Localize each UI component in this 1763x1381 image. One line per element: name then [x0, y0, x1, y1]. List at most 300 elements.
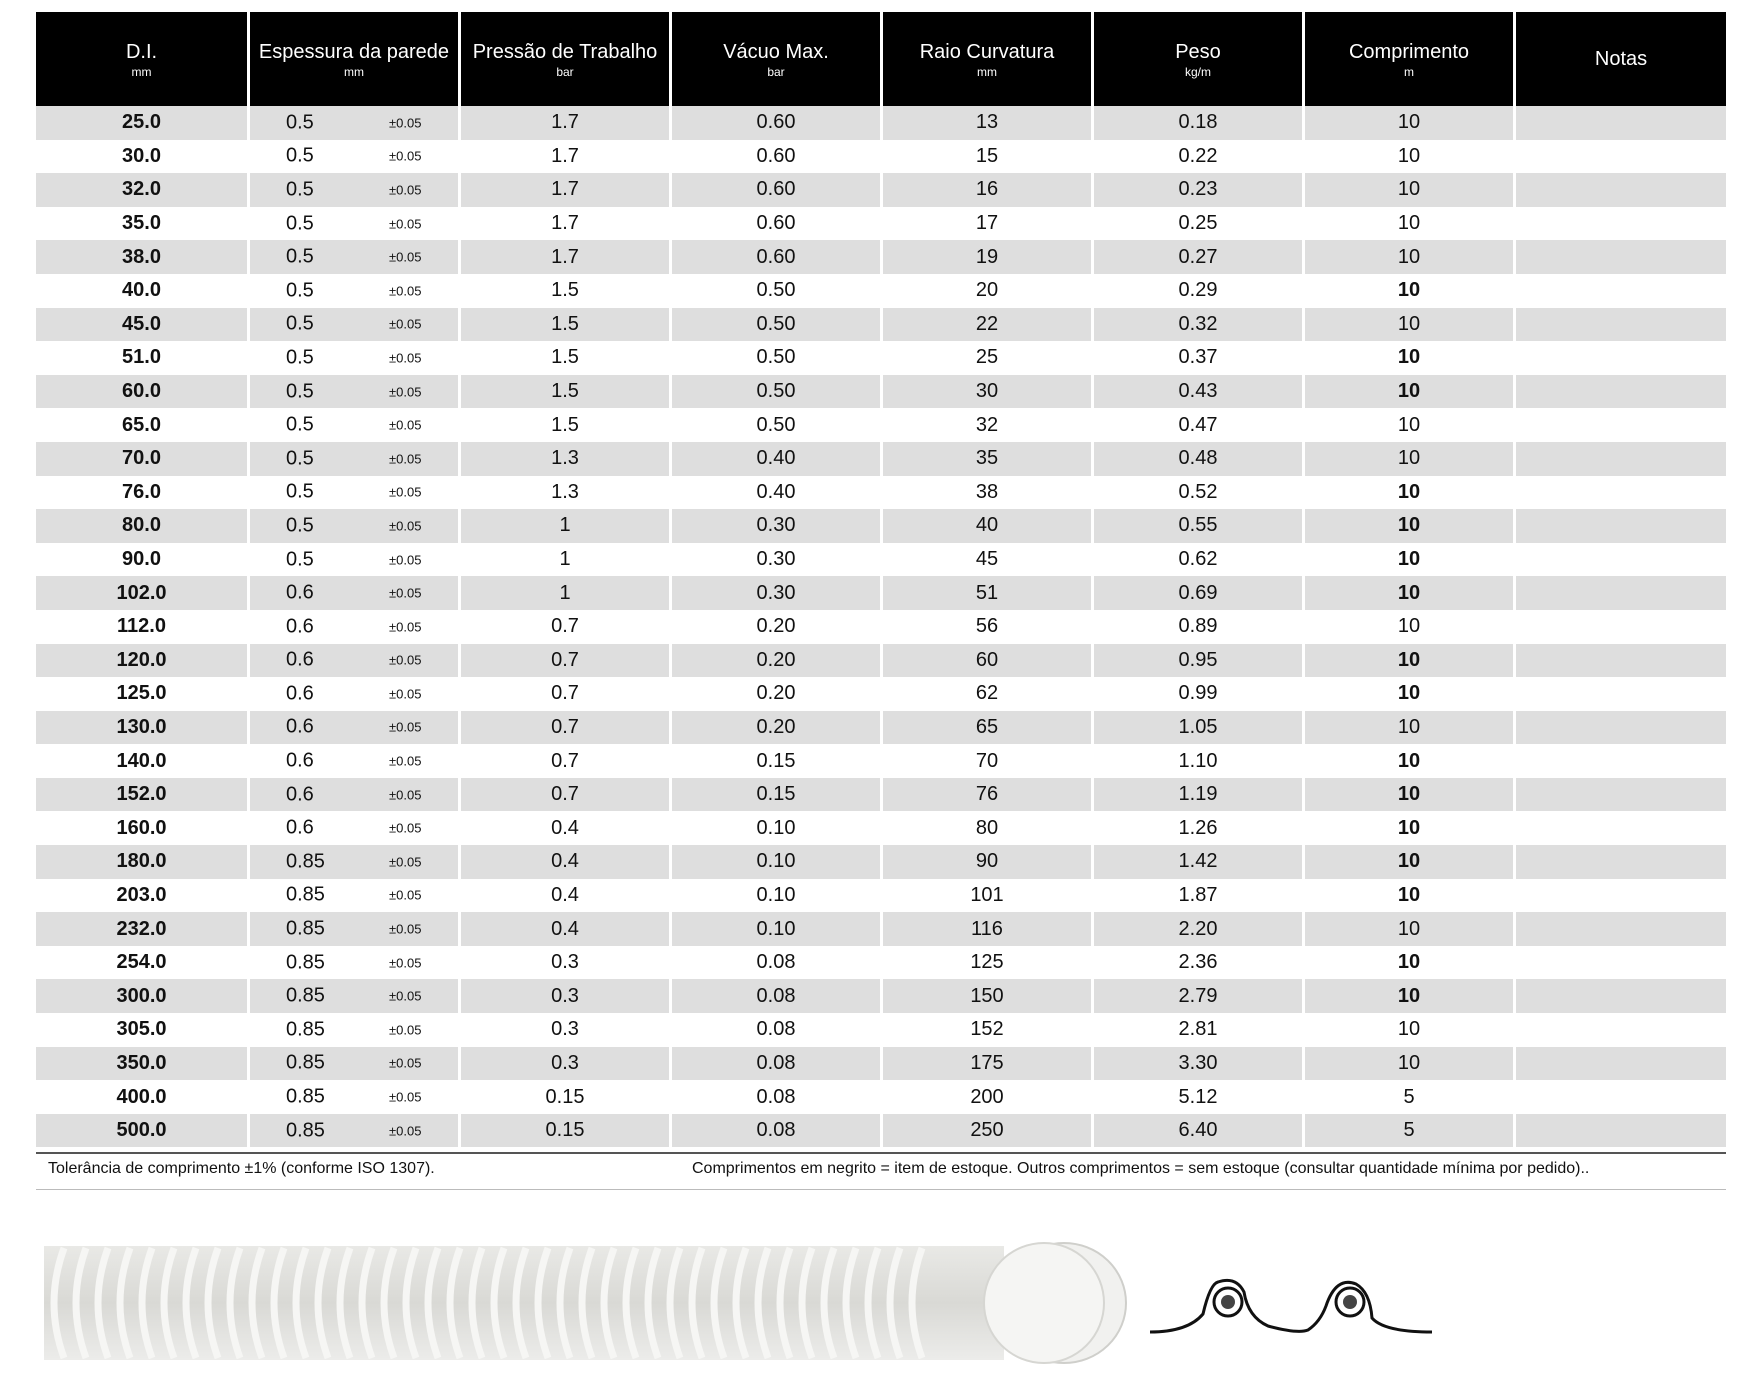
- wall-value: 0.5: [286, 548, 314, 571]
- cell-radius: 65: [880, 711, 1091, 745]
- wall-tolerance: ±0.05: [389, 350, 422, 366]
- cell-radius: 56: [880, 610, 1091, 644]
- table-header: [36, 12, 1726, 106]
- cell-radius: 19: [880, 240, 1091, 274]
- cell-notes: [1513, 476, 1726, 510]
- cell-length: 10: [1302, 207, 1513, 241]
- cell-notes: [1513, 207, 1726, 241]
- cell-weight: 0.37: [1091, 341, 1302, 375]
- cell-wall: [247, 106, 458, 140]
- cell-pressure: 0.7: [458, 778, 669, 812]
- cell-wall: [247, 476, 458, 510]
- cell-wall: [247, 845, 458, 879]
- table-row: [36, 778, 1726, 812]
- cell-radius: 40: [880, 509, 1091, 543]
- cell-radius: 175: [880, 1047, 1091, 1081]
- cell-pressure: 0.15: [458, 1080, 669, 1114]
- cell-weight: 0.89: [1091, 610, 1302, 644]
- cell-length: 10: [1302, 610, 1513, 644]
- cell-weight: 1.26: [1091, 811, 1302, 845]
- cell-length: 10: [1302, 912, 1513, 946]
- cell-di: 40.0: [36, 274, 247, 308]
- cell-radius: 116: [880, 912, 1091, 946]
- header-radius: Raio Curvatura mm: [880, 12, 1091, 106]
- wall-value: 0.85: [286, 1085, 325, 1108]
- cell-di: 90.0: [36, 543, 247, 577]
- cell-length: 10: [1302, 476, 1513, 510]
- cell-radius: 101: [880, 879, 1091, 913]
- cell-wall: [247, 1080, 458, 1114]
- wall-tolerance: ±0.05: [389, 619, 422, 635]
- cell-length: 10: [1302, 274, 1513, 308]
- cell-di: 305.0: [36, 1013, 247, 1047]
- cell-notes: [1513, 912, 1726, 946]
- cell-notes: [1513, 1013, 1726, 1047]
- cell-wall: [247, 207, 458, 241]
- cell-vacuum: 0.08: [669, 1114, 880, 1148]
- cell-wall: [247, 744, 458, 778]
- cell-length: 10: [1302, 778, 1513, 812]
- cell-weight: 0.22: [1091, 140, 1302, 174]
- cell-radius: 17: [880, 207, 1091, 241]
- wall-tolerance: ±0.05: [389, 384, 422, 400]
- cell-notes: [1513, 240, 1726, 274]
- cell-di: 35.0: [36, 207, 247, 241]
- cell-di: 254.0: [36, 946, 247, 980]
- cell-di: 180.0: [36, 845, 247, 879]
- cell-weight: 5.12: [1091, 1080, 1302, 1114]
- header-di: D.I. mm: [36, 12, 247, 106]
- table-row: [36, 1013, 1726, 1047]
- cell-weight: 0.27: [1091, 240, 1302, 274]
- cell-weight: 1.05: [1091, 711, 1302, 745]
- cell-length: 10: [1302, 744, 1513, 778]
- cell-length: 10: [1302, 173, 1513, 207]
- cell-weight: 2.79: [1091, 979, 1302, 1013]
- cell-weight: 1.10: [1091, 744, 1302, 778]
- wall-value: 0.85: [286, 1051, 325, 1074]
- cell-notes: [1513, 979, 1726, 1013]
- cell-vacuum: 0.10: [669, 879, 880, 913]
- cell-length: 10: [1302, 341, 1513, 375]
- cell-di: 51.0: [36, 341, 247, 375]
- cell-notes: [1513, 711, 1726, 745]
- header-wall: Espessura da parede mm: [247, 12, 458, 106]
- wall-tolerance: ±0.05: [389, 719, 422, 735]
- table-row: [36, 308, 1726, 342]
- wall-value: 0.85: [286, 951, 325, 974]
- cell-length: 10: [1302, 543, 1513, 577]
- header-notes: Notas: [1513, 12, 1726, 106]
- cell-notes: [1513, 744, 1726, 778]
- cell-weight: 0.25: [1091, 207, 1302, 241]
- wall-tolerance: ±0.05: [389, 1123, 422, 1139]
- header-weight: Peso kg/m: [1091, 12, 1302, 106]
- wall-tolerance: ±0.05: [389, 652, 422, 668]
- cell-pressure: 1.7: [458, 106, 669, 140]
- cell-pressure: 0.7: [458, 644, 669, 678]
- wall-value: 0.5: [286, 380, 314, 403]
- table-row: [36, 610, 1726, 644]
- cell-pressure: 1.5: [458, 341, 669, 375]
- cell-di: 45.0: [36, 308, 247, 342]
- wall-value: 0.85: [286, 917, 325, 940]
- table-row: [36, 509, 1726, 543]
- cell-vacuum: 0.20: [669, 644, 880, 678]
- cell-notes: [1513, 610, 1726, 644]
- hose-wall-profile-diagram: [1148, 1262, 1434, 1342]
- cell-weight: 0.69: [1091, 576, 1302, 610]
- cell-di: 152.0: [36, 778, 247, 812]
- cell-radius: 51: [880, 576, 1091, 610]
- wall-value: 0.5: [286, 346, 314, 369]
- table-row: [36, 644, 1726, 678]
- cell-vacuum: 0.60: [669, 106, 880, 140]
- wall-value: 0.5: [286, 514, 314, 537]
- cell-vacuum: 0.08: [669, 946, 880, 980]
- cell-radius: 45: [880, 543, 1091, 577]
- wall-tolerance: ±0.05: [389, 787, 422, 803]
- cell-weight: 0.62: [1091, 543, 1302, 577]
- wall-tolerance: ±0.05: [389, 518, 422, 534]
- cell-di: 120.0: [36, 644, 247, 678]
- cell-wall: [247, 912, 458, 946]
- cell-wall: [247, 811, 458, 845]
- corrugated-hose-illustration: [44, 1238, 1134, 1368]
- cell-pressure: 1: [458, 576, 669, 610]
- cell-notes: [1513, 1114, 1726, 1148]
- cell-notes: [1513, 375, 1726, 409]
- cell-vacuum: 0.30: [669, 509, 880, 543]
- wall-value: 0.5: [286, 413, 314, 436]
- cell-radius: 62: [880, 677, 1091, 711]
- cell-pressure: 1.3: [458, 476, 669, 510]
- cell-wall: [247, 308, 458, 342]
- tolerance-note: Tolerância de comprimento ±1% (conforme ISO 1307).: [48, 1160, 435, 1177]
- cell-length: 10: [1302, 308, 1513, 342]
- cell-radius: 150: [880, 979, 1091, 1013]
- cell-vacuum: 0.60: [669, 240, 880, 274]
- cell-vacuum: 0.15: [669, 778, 880, 812]
- table-row: [36, 173, 1726, 207]
- cell-radius: 15: [880, 140, 1091, 174]
- cell-length: 10: [1302, 845, 1513, 879]
- cell-radius: 90: [880, 845, 1091, 879]
- cell-radius: 70: [880, 744, 1091, 778]
- cell-pressure: 0.7: [458, 711, 669, 745]
- cell-weight: 0.29: [1091, 274, 1302, 308]
- cell-radius: 250: [880, 1114, 1091, 1148]
- cell-pressure: 1.5: [458, 375, 669, 409]
- wall-tolerance: ±0.05: [389, 820, 422, 836]
- cell-di: 130.0: [36, 711, 247, 745]
- cell-vacuum: 0.60: [669, 173, 880, 207]
- header-pressure: Pressão de Trabalho bar: [458, 12, 669, 106]
- cell-vacuum: 0.10: [669, 912, 880, 946]
- table-body: [36, 106, 1726, 1147]
- cell-weight: 6.40: [1091, 1114, 1302, 1148]
- cell-pressure: 1: [458, 543, 669, 577]
- cell-weight: 0.99: [1091, 677, 1302, 711]
- wall-value: 0.85: [286, 883, 325, 906]
- wall-value: 0.5: [286, 279, 314, 302]
- wall-value: 0.85: [286, 984, 325, 1007]
- wall-value: 0.5: [286, 480, 314, 503]
- wall-tolerance: ±0.05: [389, 887, 422, 903]
- table-row: [36, 1047, 1726, 1081]
- wall-value: 0.5: [286, 312, 314, 335]
- cell-wall: [247, 946, 458, 980]
- cell-length: 10: [1302, 644, 1513, 678]
- cell-notes: [1513, 778, 1726, 812]
- cell-pressure: 1.7: [458, 173, 669, 207]
- cell-radius: 22: [880, 308, 1091, 342]
- cell-di: 140.0: [36, 744, 247, 778]
- cell-pressure: 0.7: [458, 610, 669, 644]
- cell-notes: [1513, 341, 1726, 375]
- cell-weight: 0.32: [1091, 308, 1302, 342]
- cell-radius: 32: [880, 408, 1091, 442]
- wall-value: 0.6: [286, 783, 314, 806]
- cell-length: 10: [1302, 509, 1513, 543]
- cell-wall: [247, 375, 458, 409]
- cell-di: 32.0: [36, 173, 247, 207]
- cell-notes: [1513, 408, 1726, 442]
- cell-pressure: 0.7: [458, 677, 669, 711]
- cell-radius: 30: [880, 375, 1091, 409]
- cell-pressure: 1.5: [458, 308, 669, 342]
- wall-value: 0.5: [286, 447, 314, 470]
- table-row: [36, 207, 1726, 241]
- cell-pressure: 0.3: [458, 979, 669, 1013]
- cell-length: 10: [1302, 408, 1513, 442]
- cell-length: 10: [1302, 677, 1513, 711]
- cell-vacuum: 0.30: [669, 576, 880, 610]
- cell-vacuum: 0.50: [669, 274, 880, 308]
- cell-radius: 80: [880, 811, 1091, 845]
- cell-vacuum: 0.50: [669, 308, 880, 342]
- cell-length: 10: [1302, 946, 1513, 980]
- cell-radius: 25: [880, 341, 1091, 375]
- cell-length: 10: [1302, 442, 1513, 476]
- cell-di: 102.0: [36, 576, 247, 610]
- cell-vacuum: 0.08: [669, 1013, 880, 1047]
- wall-value: 0.85: [286, 850, 325, 873]
- wall-value: 0.5: [286, 144, 314, 167]
- cell-radius: 13: [880, 106, 1091, 140]
- cell-notes: [1513, 442, 1726, 476]
- cell-wall: [247, 408, 458, 442]
- cell-wall: [247, 778, 458, 812]
- cell-length: 10: [1302, 106, 1513, 140]
- cell-vacuum: 0.50: [669, 375, 880, 409]
- cell-length: 10: [1302, 879, 1513, 913]
- cell-vacuum: 0.50: [669, 408, 880, 442]
- cell-weight: 1.19: [1091, 778, 1302, 812]
- cell-weight: 0.55: [1091, 509, 1302, 543]
- cell-wall: [247, 543, 458, 577]
- stock-note: Comprimentos em negrito = item de estoque. Outros comprimentos = sem estoque (consultar quantidade mínima por pedido)..: [692, 1160, 1590, 1177]
- cell-length: 10: [1302, 140, 1513, 174]
- wall-tolerance: ±0.05: [389, 1055, 422, 1071]
- cell-di: 400.0: [36, 1080, 247, 1114]
- cell-notes: [1513, 1080, 1726, 1114]
- cell-di: 80.0: [36, 509, 247, 543]
- cell-weight: 3.30: [1091, 1047, 1302, 1081]
- wall-tolerance: ±0.05: [389, 1089, 422, 1105]
- cell-radius: 20: [880, 274, 1091, 308]
- cell-radius: 76: [880, 778, 1091, 812]
- cell-weight: 0.47: [1091, 408, 1302, 442]
- cell-pressure: 0.4: [458, 811, 669, 845]
- cell-vacuum: 0.08: [669, 979, 880, 1013]
- table-row: [36, 711, 1726, 745]
- cell-radius: 38: [880, 476, 1091, 510]
- cell-pressure: 0.4: [458, 912, 669, 946]
- wall-tolerance: ±0.05: [389, 921, 422, 937]
- cell-notes: [1513, 140, 1726, 174]
- cell-wall: [247, 442, 458, 476]
- wall-tolerance: ±0.05: [389, 451, 422, 467]
- cell-weight: 0.95: [1091, 644, 1302, 678]
- cell-length: 10: [1302, 576, 1513, 610]
- table-row: [36, 576, 1726, 610]
- wall-tolerance: ±0.05: [389, 753, 422, 769]
- cell-notes: [1513, 173, 1726, 207]
- cell-weight: 0.18: [1091, 106, 1302, 140]
- wall-tolerance: ±0.05: [389, 249, 422, 265]
- cell-wall: [247, 979, 458, 1013]
- cell-di: 232.0: [36, 912, 247, 946]
- cell-wall: [247, 274, 458, 308]
- cell-wall: [247, 173, 458, 207]
- wall-tolerance: ±0.05: [389, 148, 422, 164]
- table-row: [36, 408, 1726, 442]
- table-row: [36, 1114, 1726, 1148]
- cell-length: 10: [1302, 1047, 1513, 1081]
- cell-pressure: 1.7: [458, 140, 669, 174]
- wall-tolerance: ±0.05: [389, 484, 422, 500]
- cell-pressure: 0.4: [458, 879, 669, 913]
- wall-tolerance: ±0.05: [389, 316, 422, 332]
- cell-length: 10: [1302, 811, 1513, 845]
- cell-pressure: 0.3: [458, 1047, 669, 1081]
- cell-weight: 1.42: [1091, 845, 1302, 879]
- cell-pressure: 0.15: [458, 1114, 669, 1148]
- cell-length: 10: [1302, 711, 1513, 745]
- table-row: [36, 240, 1726, 274]
- cell-vacuum: 0.08: [669, 1080, 880, 1114]
- table-row: [36, 1080, 1726, 1114]
- wall-value: 0.85: [286, 1119, 325, 1142]
- wall-value: 0.85: [286, 1018, 325, 1041]
- cell-di: 76.0: [36, 476, 247, 510]
- cell-pressure: 1.5: [458, 274, 669, 308]
- wall-tolerance: ±0.05: [389, 115, 422, 131]
- cell-weight: 0.52: [1091, 476, 1302, 510]
- cell-notes: [1513, 106, 1726, 140]
- table-row: [36, 375, 1726, 409]
- cell-vacuum: 0.30: [669, 543, 880, 577]
- cell-di: 70.0: [36, 442, 247, 476]
- wall-tolerance: ±0.05: [389, 988, 422, 1004]
- header-vacuum: Vácuo Max. bar: [669, 12, 880, 106]
- cell-di: 38.0: [36, 240, 247, 274]
- cell-radius: 125: [880, 946, 1091, 980]
- wall-tolerance: ±0.05: [389, 854, 422, 870]
- wall-tolerance: ±0.05: [389, 182, 422, 198]
- cell-vacuum: 0.60: [669, 207, 880, 241]
- cell-pressure: 0.3: [458, 1013, 669, 1047]
- cell-notes: [1513, 677, 1726, 711]
- cell-wall: [247, 1013, 458, 1047]
- cell-notes: [1513, 274, 1726, 308]
- spec-table: [36, 12, 1726, 1147]
- table-row: [36, 879, 1726, 913]
- cell-pressure: 1.5: [458, 408, 669, 442]
- cell-length: 10: [1302, 375, 1513, 409]
- cell-pressure: 1.3: [458, 442, 669, 476]
- cell-radius: 35: [880, 442, 1091, 476]
- cell-notes: [1513, 543, 1726, 577]
- cell-di: 203.0: [36, 879, 247, 913]
- cell-weight: 1.87: [1091, 879, 1302, 913]
- cell-radius: 200: [880, 1080, 1091, 1114]
- wall-tolerance: ±0.05: [389, 552, 422, 568]
- table-row: [36, 341, 1726, 375]
- cell-notes: [1513, 308, 1726, 342]
- cell-radius: 16: [880, 173, 1091, 207]
- cell-vacuum: 0.40: [669, 442, 880, 476]
- cell-wall: [247, 644, 458, 678]
- cell-wall: [247, 240, 458, 274]
- cell-notes: [1513, 811, 1726, 845]
- cell-vacuum: 0.50: [669, 341, 880, 375]
- cell-vacuum: 0.08: [669, 1047, 880, 1081]
- wall-value: 0.5: [286, 245, 314, 268]
- spec-sheet: [36, 12, 1726, 1147]
- cell-di: 30.0: [36, 140, 247, 174]
- table-row: [36, 442, 1726, 476]
- cell-length: 10: [1302, 240, 1513, 274]
- wall-value: 0.6: [286, 749, 314, 772]
- cell-weight: 0.23: [1091, 173, 1302, 207]
- wall-value: 0.6: [286, 648, 314, 671]
- wall-tolerance: ±0.05: [389, 1022, 422, 1038]
- table-row: [36, 106, 1726, 140]
- cell-wall: [247, 341, 458, 375]
- cell-di: 350.0: [36, 1047, 247, 1081]
- table-row: [36, 140, 1726, 174]
- wall-value: 0.5: [286, 178, 314, 201]
- wall-value: 0.6: [286, 715, 314, 738]
- cell-di: 300.0: [36, 979, 247, 1013]
- cell-notes: [1513, 1047, 1726, 1081]
- cell-pressure: 1.7: [458, 240, 669, 274]
- cell-di: 500.0: [36, 1114, 247, 1148]
- cell-notes: [1513, 509, 1726, 543]
- wall-value: 0.6: [286, 682, 314, 705]
- header-row: [36, 12, 1726, 106]
- cell-length: 5: [1302, 1080, 1513, 1114]
- cell-di: 60.0: [36, 375, 247, 409]
- cell-di: 25.0: [36, 106, 247, 140]
- cell-vacuum: 0.20: [669, 610, 880, 644]
- wall-value: 0.6: [286, 816, 314, 839]
- cell-wall: [247, 576, 458, 610]
- wall-value: 0.6: [286, 581, 314, 604]
- cell-weight: 2.20: [1091, 912, 1302, 946]
